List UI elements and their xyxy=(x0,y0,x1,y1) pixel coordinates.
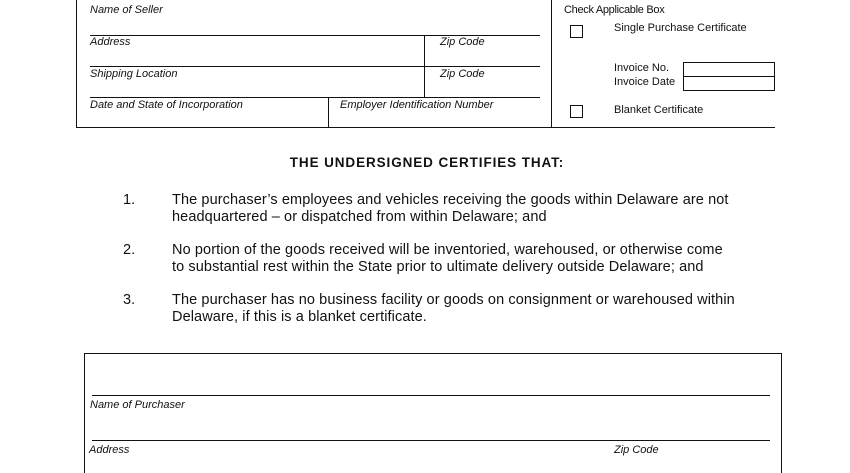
statement-1-number: 1. xyxy=(123,192,136,208)
single-purchase-checkbox[interactable] xyxy=(570,25,583,38)
incorporation-divider xyxy=(328,97,329,128)
statement-3-line-1: The purchaser has no business facility or goods on consignment or warehoused within xyxy=(172,292,735,308)
statement-2-text xyxy=(172,242,723,276)
seller-right-border xyxy=(551,0,552,128)
ein-label: Employer Identification Number xyxy=(340,99,494,111)
shipping-location-field[interactable] xyxy=(90,97,540,98)
seller-zip-label: Zip Code xyxy=(440,36,485,48)
address-divider xyxy=(424,35,425,66)
checkbox-panel-bottom-line xyxy=(552,127,775,128)
invoice-no-label: Invoice No. xyxy=(614,62,670,74)
certification-heading: THE UNDERSIGNED CERTIFIES THAT: xyxy=(289,155,565,170)
purchaser-section xyxy=(84,353,782,473)
purchaser-name-field[interactable] xyxy=(92,395,770,396)
statement-2-line-1: No portion of the goods received will be inventoried, warehoused, or otherwise come xyxy=(172,242,723,258)
statement-1-line-2: headquartered – or dispatched from within Delaware; and xyxy=(172,209,547,225)
statement-1-line-1: The purchaser’s employees and vehicles receiving the goods within Delaware are not xyxy=(172,192,729,208)
shipping-location-label: Shipping Location xyxy=(90,68,178,80)
statement-2-number: 2. xyxy=(123,242,136,258)
seller-bottom-border xyxy=(76,127,552,128)
check-applicable-title: Check Applicable Box xyxy=(564,4,665,16)
seller-address-label: Address xyxy=(90,36,131,48)
incorporation-label: Date and State of Incorporation xyxy=(90,99,243,111)
statement-3-number: 3. xyxy=(123,292,136,308)
invoice-no-field[interactable] xyxy=(683,62,775,77)
seller-address-field[interactable] xyxy=(90,66,540,67)
purchaser-address-label: Address xyxy=(89,444,130,456)
shipping-zip-label: Zip Code xyxy=(440,68,485,80)
statement-3-text xyxy=(172,292,735,326)
purchaser-address-field[interactable] xyxy=(92,440,770,441)
purchaser-name-label: Name of Purchaser xyxy=(90,399,185,411)
blanket-certificate-label: Blanket Certificate xyxy=(614,104,704,116)
statement-2-line-2: to substantial rest within the State prior to ultimate delivery outside Delaware; and xyxy=(172,259,704,275)
statement-3-line-2: Delaware, if this is a blanket certificate. xyxy=(172,309,427,325)
seller-name-label: Name of Seller xyxy=(90,4,163,16)
single-purchase-label: Single Purchase Certificate xyxy=(614,22,747,34)
invoice-date-label: Invoice Date xyxy=(614,76,676,88)
purchaser-zip-label: Zip Code xyxy=(614,444,659,456)
statement-1-text xyxy=(172,192,729,226)
invoice-date-field[interactable] xyxy=(683,76,775,91)
shipping-divider xyxy=(424,66,425,97)
blanket-certificate-checkbox[interactable] xyxy=(570,105,583,118)
seller-left-border xyxy=(76,0,77,128)
